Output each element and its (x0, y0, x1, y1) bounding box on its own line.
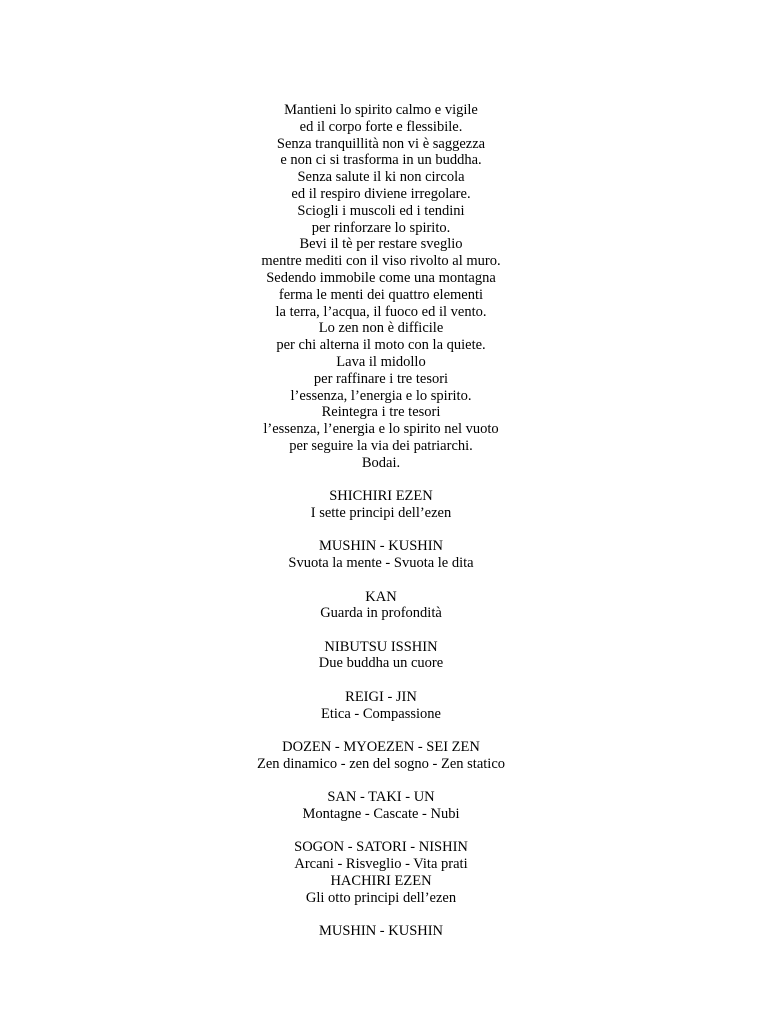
principle-section (0, 488, 768, 522)
principle-translation: Zen dinamico - zen del sogno - Zen statico (256, 755, 506, 772)
poem (0, 102, 768, 472)
principle-section (0, 639, 768, 673)
principle-title: SHICHIRI EZEN (329, 488, 433, 505)
principle-section (0, 839, 768, 873)
poem-line: ferma le menti dei quattro elementi (278, 286, 484, 303)
document-page (0, 102, 768, 940)
principle-section (0, 789, 768, 823)
poem-line: Lava il midollo (336, 353, 426, 370)
poem-line: Senza salute il ki non circola (297, 169, 465, 186)
poem-line: Lo zen non è difficile (318, 320, 444, 337)
principle-title: SAN - TAKI - UN (327, 789, 435, 806)
principle-section (0, 739, 768, 773)
principle-section (0, 923, 768, 940)
poem-line: e non ci si trasforma in un buddha. (280, 152, 482, 169)
principle-title: KAN (365, 588, 397, 605)
principle-title: REIGI - JIN (345, 688, 417, 705)
poem-line: per raffinare i tre tesori (313, 370, 449, 387)
principle-translation: Montagne - Cascate - Nubi (302, 806, 460, 823)
principle-translation: Due buddha un cuore (318, 655, 444, 672)
principle-section (0, 538, 768, 572)
principle-translation: I sette principi dell’ezen (310, 504, 452, 521)
principle-title: MUSHIN - KUSHIN (318, 923, 444, 940)
principle-section (0, 589, 768, 623)
poem-line: mentre mediti con il viso rivolto al muro. (261, 253, 501, 270)
principle-title: HACHIRI EZEN (330, 873, 432, 890)
poem-line: l’essenza, l’energia e lo spirito nel vuoto (263, 421, 499, 438)
poem-line: Bodai. (361, 454, 401, 471)
principle-translation: Arcani - Risveglio - Vita prati (294, 856, 468, 873)
poem-line: per seguire la via dei patriarchi. (289, 437, 473, 454)
poem-line: Senza tranquillità non vi è saggezza (276, 135, 486, 152)
principle-section (0, 689, 768, 723)
poem-line: ed il corpo forte e flessibile. (299, 118, 463, 135)
principle-title: DOZEN - MYOEZEN - SEI ZEN (282, 739, 480, 756)
poem-line: ed il respiro diviene irregolare. (291, 185, 471, 202)
principle-translation: Guarda in profondità (320, 605, 442, 622)
principle-section (0, 873, 768, 907)
principle-translation: Svuota la mente - Svuota le dita (288, 555, 474, 572)
poem-line: la terra, l’acqua, il fuoco ed il vento. (275, 303, 487, 320)
principle-title: NIBUTSU ISSHIN (324, 638, 438, 655)
poem-line: per chi alterna il moto con la quiete. (276, 337, 486, 354)
poem-line: per rinforzare lo spirito. (311, 219, 451, 236)
poem-line: Bevi il tè per restare sveglio (299, 236, 463, 253)
principle-title: MUSHIN - KUSHIN (318, 538, 444, 555)
poem-line: Sciogli i muscoli ed i tendini (297, 202, 465, 219)
poem-line: Sedendo immobile come una montagna (266, 269, 496, 286)
poem-line: Mantieni lo spirito calmo e vigile (284, 102, 478, 118)
principle-translation: Etica - Compassione (320, 705, 441, 722)
principle-title: SOGON - SATORI - NISHIN (294, 839, 468, 856)
principle-translation: Gli otto principi dell’ezen (305, 889, 457, 906)
poem-line: l’essenza, l’energia e lo spirito. (290, 387, 472, 404)
poem-line: Reintegra i tre tesori (321, 404, 441, 421)
